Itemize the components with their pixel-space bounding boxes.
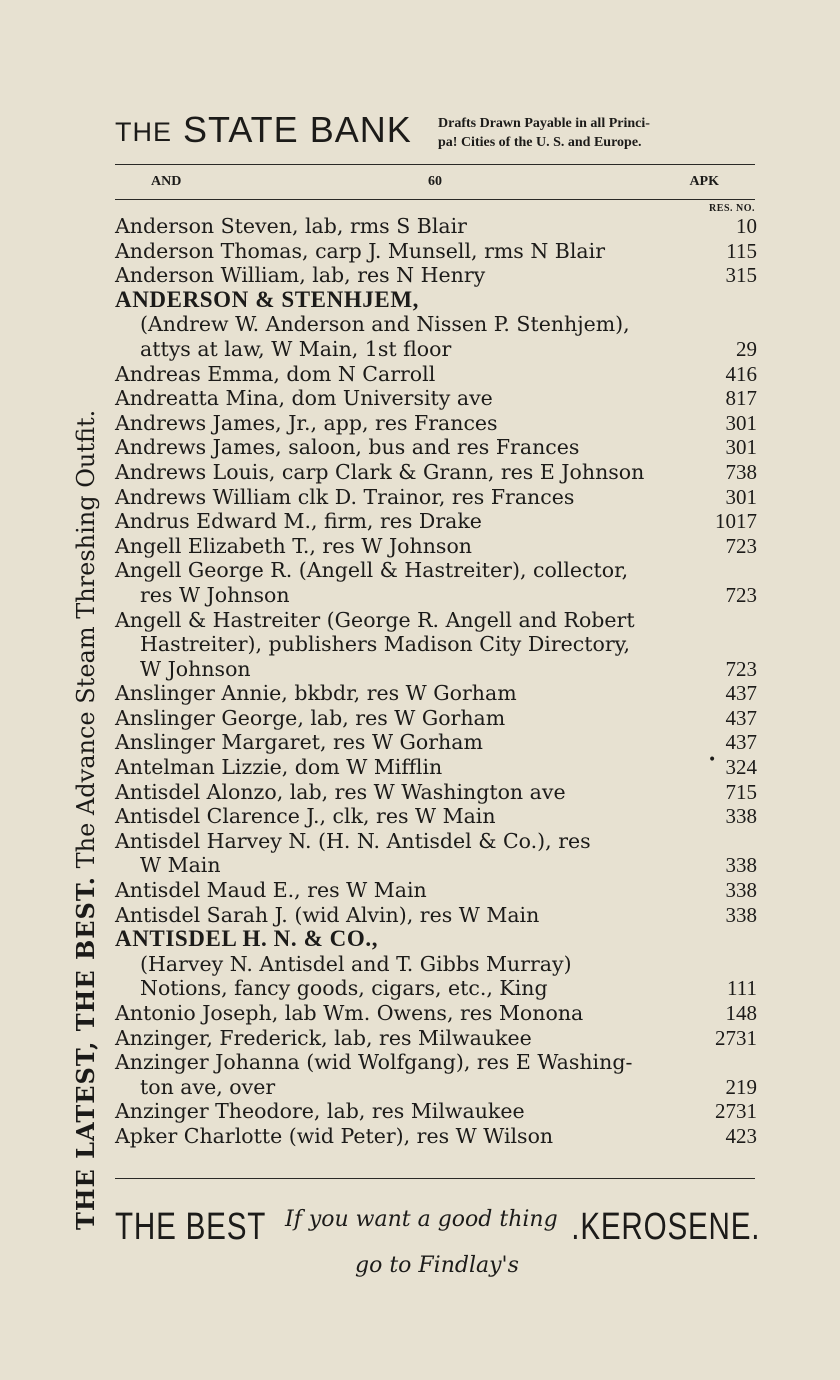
bank-advertisement-header — [115, 108, 755, 164]
entry-text: (Andrew W. Anderson and Nissen P. Stenhjem), — [140, 312, 630, 337]
entry-text: Anslinger George, lab, res W Gorham — [115, 705, 506, 730]
script-slogan-line-2: go to Findlay's — [355, 1253, 519, 1278]
residence-number: 324 — [725, 755, 757, 780]
directory-entry — [115, 534, 757, 559]
directory-entry — [115, 509, 757, 534]
residence-number: 219 — [725, 1074, 757, 1099]
residence-number: 338 — [725, 804, 757, 829]
directory-entry — [115, 730, 757, 755]
entry-text: Andrews William clk D. Trainor, res Frances — [115, 484, 575, 509]
entry-text: Angell & Hastreiter (George R. Angell and Robert — [115, 607, 635, 632]
drafts-line-1: Drafts Drawn Payable in all Princi- — [438, 116, 650, 131]
entry-text: Anslinger Annie, bkbdr, res W Gorham — [115, 681, 517, 706]
entry-text: Andrews Louis, carp Clark & Grann, res E Johnson — [115, 459, 645, 484]
residence-number: 416 — [725, 361, 757, 386]
header-rule-bottom — [115, 199, 755, 200]
entry-text: Antonio Joseph, lab Wm. Owens, res Monona — [115, 1001, 584, 1025]
residence-number: 115 — [726, 238, 757, 263]
running-head-right: APK — [689, 174, 719, 189]
entry-text: W Main — [140, 853, 221, 878]
residence-number: 423 — [725, 1123, 757, 1148]
residence-number: 338 — [725, 902, 757, 927]
entry-text: Hastreiter), publishers Madison City Directory, — [140, 632, 631, 657]
entry-text: ANTISDEL H. N. & CO., — [115, 926, 379, 952]
firm-heading — [115, 927, 757, 952]
entry-text: Antisdel Sarah J. (wid Alvin), res W Main — [115, 902, 540, 927]
entry-text: Antisdel Alonzo, lab, res W Washington ave — [115, 779, 566, 804]
residence-number: 315 — [725, 263, 757, 288]
residence-number: 723 — [725, 533, 757, 558]
directory-entry — [115, 435, 757, 460]
directory-entry — [115, 681, 757, 706]
residence-number: 10 — [736, 214, 757, 238]
entry-text: Notions, fancy goods, cigars, etc., King — [140, 976, 548, 1001]
entry-text: attys at law, W Main, 1st floor — [140, 336, 452, 361]
footer-advertisement — [115, 1192, 760, 1302]
residence-number: 1017 — [715, 509, 757, 534]
footer-the-best: THE BEST — [115, 1206, 267, 1248]
running-head-left: AND — [151, 174, 182, 189]
entry-text: Antisdel Clarence J., clk, res W Main — [115, 804, 496, 829]
directory-entry — [115, 657, 757, 682]
entry-text: Antisdel Harvey N. (H. N. Antisdel & Co.), res — [115, 828, 591, 853]
entry-text: Angell Elizabeth T., res W Johnson — [115, 533, 472, 558]
directory-entry — [115, 214, 757, 239]
entry-text: Andrews James, Jr., app, res Frances — [115, 410, 498, 435]
entry-text: Andreas Emma, dom N Carroll — [115, 361, 436, 386]
entry-text: Antelman Lizzie, dom W Mifflin — [115, 755, 443, 780]
directory-entry — [115, 312, 757, 337]
entry-text: Anderson Steven, lab, rms S Blair — [115, 214, 467, 238]
directory-entries — [115, 214, 757, 1149]
footer-rule — [115, 1178, 755, 1179]
directory-entry — [115, 706, 757, 731]
directory-entry — [115, 583, 757, 608]
residence-number: 338 — [725, 853, 757, 878]
script-slogan-line-1: If you want a good thing — [285, 1207, 558, 1232]
drafts-line-2: pa! Cities of the U. S. and Europe. — [438, 135, 642, 150]
entry-text: Apker Charlotte (wid Peter), res W Wilson — [115, 1123, 554, 1148]
directory-entry — [115, 386, 757, 411]
entry-text: res W Johnson — [140, 582, 290, 607]
directory-entry — [115, 780, 757, 805]
entry-text: Andreatta Mina, dom University ave — [115, 386, 493, 411]
directory-entry — [115, 1001, 757, 1026]
entry-text: Anderson Thomas, carp J. Munsell, rms N Blair — [115, 238, 605, 263]
entry-text: Anzinger Johanna (wid Wolfgang), res E Washing- — [115, 1050, 633, 1075]
residence-number: 437 — [725, 705, 757, 730]
entry-text: Anslinger Margaret, res W Gorham — [115, 730, 483, 755]
directory-entry — [115, 460, 757, 485]
entry-text: Anzinger, Frederick, lab, res Milwaukee — [115, 1025, 532, 1050]
directory-entry — [115, 337, 757, 362]
bank-name-main: STATE BANK — [183, 109, 412, 150]
directory-entry — [115, 239, 757, 264]
page-number: 60 — [428, 174, 442, 189]
directory-entry — [115, 485, 757, 510]
entry-text: W Johnson — [140, 656, 251, 681]
directory-entry — [115, 1050, 757, 1075]
directory-entry — [115, 1075, 757, 1100]
directory-entry — [115, 608, 757, 633]
running-head — [115, 174, 755, 194]
entry-text: Antisdel Maud E., res W Main — [115, 878, 427, 903]
directory-entry — [115, 829, 757, 854]
directory-entry — [115, 1124, 757, 1149]
residence-number: 111 — [727, 976, 757, 1001]
directory-entry — [115, 411, 757, 436]
entry-text: (Harvey N. Antisdel and T. Gibbs Murray) — [140, 951, 572, 976]
directory-entry — [115, 952, 757, 977]
residence-number: 2731 — [715, 1099, 757, 1124]
residence-number: 338 — [725, 878, 757, 903]
script-slogan — [265, 1184, 595, 1294]
directory-entry — [115, 558, 757, 583]
residence-number: 723 — [725, 582, 757, 607]
drafts-notice — [438, 114, 768, 152]
residence-number: 723 — [725, 656, 757, 681]
side-ad-text: The Advance Steam Threshing Outfit. — [72, 409, 100, 869]
bank-name-the: THE — [115, 117, 172, 147]
stray-dot: • — [708, 752, 717, 768]
residence-number: 301 — [725, 410, 757, 435]
entry-text: Andrus Edward M., firm, res Drake — [115, 509, 482, 534]
directory-entry — [115, 903, 757, 928]
residence-number: 301 — [725, 435, 757, 460]
directory-entry — [115, 755, 757, 780]
bank-name — [115, 108, 412, 152]
residence-number: 738 — [725, 459, 757, 484]
directory-entry — [115, 878, 757, 903]
residence-number: 148 — [725, 1001, 757, 1025]
residence-number: 817 — [725, 386, 757, 411]
directory-entry — [115, 362, 757, 387]
res-no-label: RES. NO. — [709, 203, 755, 214]
directory-entry — [115, 804, 757, 829]
entry-text: Andrews James, saloon, bus and res Frances — [115, 435, 580, 460]
firm-heading — [115, 288, 757, 313]
header-rule-top — [115, 164, 755, 165]
residence-number: 437 — [725, 681, 757, 706]
entry-text: ton ave, over — [140, 1074, 276, 1099]
directory-entry — [115, 263, 757, 288]
directory-entry — [115, 976, 757, 1001]
residence-number: 437 — [725, 730, 757, 755]
side-ad-bold: THE LATEST, THE BEST. — [71, 876, 100, 1230]
residence-number: 29 — [736, 336, 757, 361]
directory-entry — [115, 1099, 757, 1124]
entry-text: ANDERSON & STENHJEM, — [115, 286, 420, 312]
entry-text: Anzinger Theodore, lab, res Milwaukee — [115, 1099, 525, 1124]
residence-number: 2731 — [715, 1025, 757, 1050]
residence-number: 715 — [725, 779, 757, 804]
entry-text: Angell George R. (Angell & Hastreiter), collector, — [115, 558, 629, 583]
residence-number: 301 — [725, 484, 757, 509]
directory-entry — [115, 853, 757, 878]
footer-kerosene: .KEROSENE. — [571, 1206, 760, 1248]
directory-entry — [115, 1026, 757, 1051]
directory-entry — [115, 632, 757, 657]
entry-text: Anderson William, lab, res N Henry — [115, 263, 486, 288]
side-advertisement — [66, 110, 106, 1230]
